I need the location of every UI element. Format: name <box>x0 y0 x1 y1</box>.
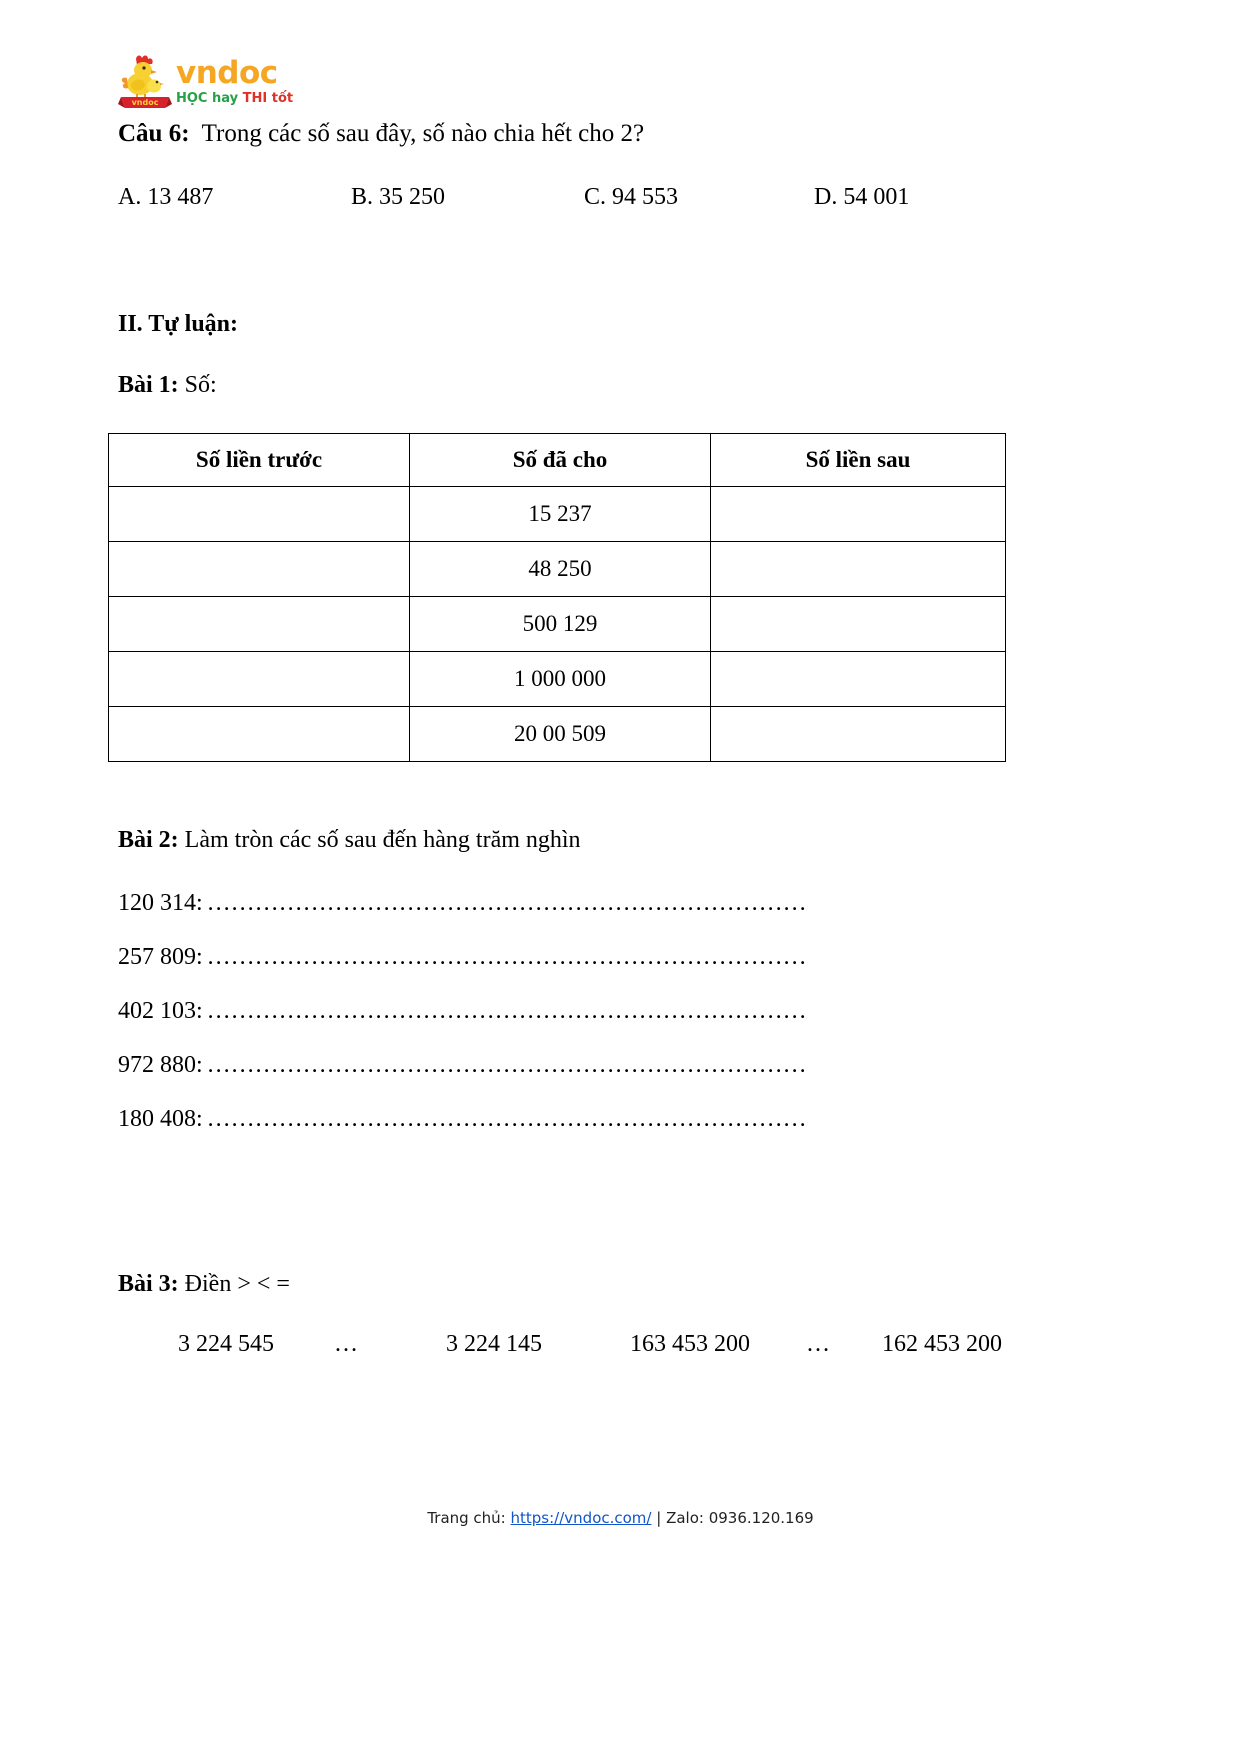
footer-prefix: Trang chủ: <box>427 1509 511 1527</box>
section-2-heading: II. Tự luận: <box>118 311 239 337</box>
cell-after[interactable] <box>711 487 1006 542</box>
fill-in-row <box>118 1050 980 1104</box>
cell-before[interactable] <box>109 597 410 652</box>
cell-before[interactable] <box>109 707 410 762</box>
logo-tagline <box>176 91 293 106</box>
fill-in-row <box>118 888 980 942</box>
table-header-given: Số đã cho <box>410 434 711 487</box>
question-6-options <box>118 181 1008 213</box>
question-6-text: Trong các số sau đây, số nào chia hết cho 2? <box>189 120 645 147</box>
compare-1-left: 3 224 545 <box>178 1331 274 1357</box>
footer-suffix: | Zalo: 0936.120.169 <box>651 1509 814 1527</box>
bai-2-heading <box>118 824 581 856</box>
logo-text-block <box>176 52 293 106</box>
fill-answer-line[interactable]: ………………………………………………………………… <box>206 890 807 916</box>
tagline-hay: hay <box>212 91 239 106</box>
fill-answer-line[interactable]: ………………………………………………………………… <box>206 1106 807 1132</box>
option-c[interactable]: C. 94 553 <box>584 184 679 210</box>
fill-answer-line[interactable]: ………………………………………………………………… <box>206 998 807 1024</box>
tagline-hoc: HỌC <box>176 91 208 106</box>
compare-2-left: 163 453 200 <box>630 1331 750 1357</box>
chicken-mascot-icon <box>118 52 172 110</box>
bai-1-heading <box>118 369 217 401</box>
fill-number: 402 103: <box>118 998 203 1024</box>
table-row <box>109 487 1006 542</box>
question-6-label: Câu 6: <box>118 120 190 147</box>
table-row <box>109 652 1006 707</box>
table-header-after: Số liền sau <box>711 434 1006 487</box>
bai-1-label: Bài 1: <box>118 372 179 398</box>
vndoc-logo <box>118 52 293 114</box>
table-row <box>109 707 1006 762</box>
fill-answer-line[interactable]: ………………………………………………………………… <box>206 1052 807 1078</box>
option-d[interactable]: D. 54 001 <box>814 184 910 210</box>
tagline-tot: tốt <box>271 91 294 106</box>
question-6 <box>118 118 644 150</box>
compare-2-operator-blank[interactable]: … <box>806 1331 830 1357</box>
compare-1-operator-blank[interactable]: … <box>334 1331 358 1357</box>
bai-2-label: Bài 2: <box>118 827 179 853</box>
cell-given: 20 00 509 <box>410 707 711 762</box>
bai-3-pairs <box>118 1328 1008 1360</box>
bai-3-text: Điền > < = <box>178 1271 290 1297</box>
fill-answer-line[interactable]: ………………………………………………………………… <box>206 944 807 970</box>
cell-given: 48 250 <box>410 542 711 597</box>
cell-after[interactable] <box>711 542 1006 597</box>
fill-number: 257 809: <box>118 944 203 970</box>
fill-number: 972 880: <box>118 1052 203 1078</box>
cell-before[interactable] <box>109 652 410 707</box>
cell-given: 1 000 000 <box>410 652 711 707</box>
cell-given: 500 129 <box>410 597 711 652</box>
cell-after[interactable] <box>711 652 1006 707</box>
cell-after[interactable] <box>711 597 1006 652</box>
svg-text:vndoc: vndoc <box>131 98 159 107</box>
fill-in-row <box>118 1104 980 1158</box>
bai-3-heading <box>118 1268 290 1300</box>
page-footer <box>0 1508 1241 1528</box>
table-header-before: Số liền trước <box>109 434 410 487</box>
bai-3-label: Bài 3: <box>118 1271 179 1297</box>
compare-2-right: 162 453 200 <box>882 1331 1002 1357</box>
table-row <box>109 597 1006 652</box>
fill-number: 120 314: <box>118 890 203 916</box>
fill-number: 180 408: <box>118 1106 203 1132</box>
tagline-thi: THI <box>242 91 268 106</box>
bai-1-text: Số: <box>178 372 217 398</box>
bai-2-text: Làm tròn các số sau đến hàng trăm nghìn <box>178 827 581 853</box>
option-a[interactable]: A. 13 487 <box>118 184 214 210</box>
cell-before[interactable] <box>109 487 410 542</box>
vndoc-homepage-link[interactable]: https://vndoc.com/ <box>510 1509 652 1527</box>
number-sequence-table <box>108 433 1006 762</box>
bai-2-items <box>118 888 980 1158</box>
cell-after[interactable] <box>711 707 1006 762</box>
table-row <box>109 542 1006 597</box>
fill-in-row <box>118 996 980 1050</box>
cell-before[interactable] <box>109 542 410 597</box>
compare-1-right: 3 224 145 <box>446 1331 542 1357</box>
option-b[interactable]: B. 35 250 <box>351 184 446 210</box>
cell-given: 15 237 <box>410 487 711 542</box>
table-header-row <box>109 434 1006 487</box>
fill-in-row <box>118 942 980 996</box>
logo-wordmark: vndoc <box>176 55 278 91</box>
